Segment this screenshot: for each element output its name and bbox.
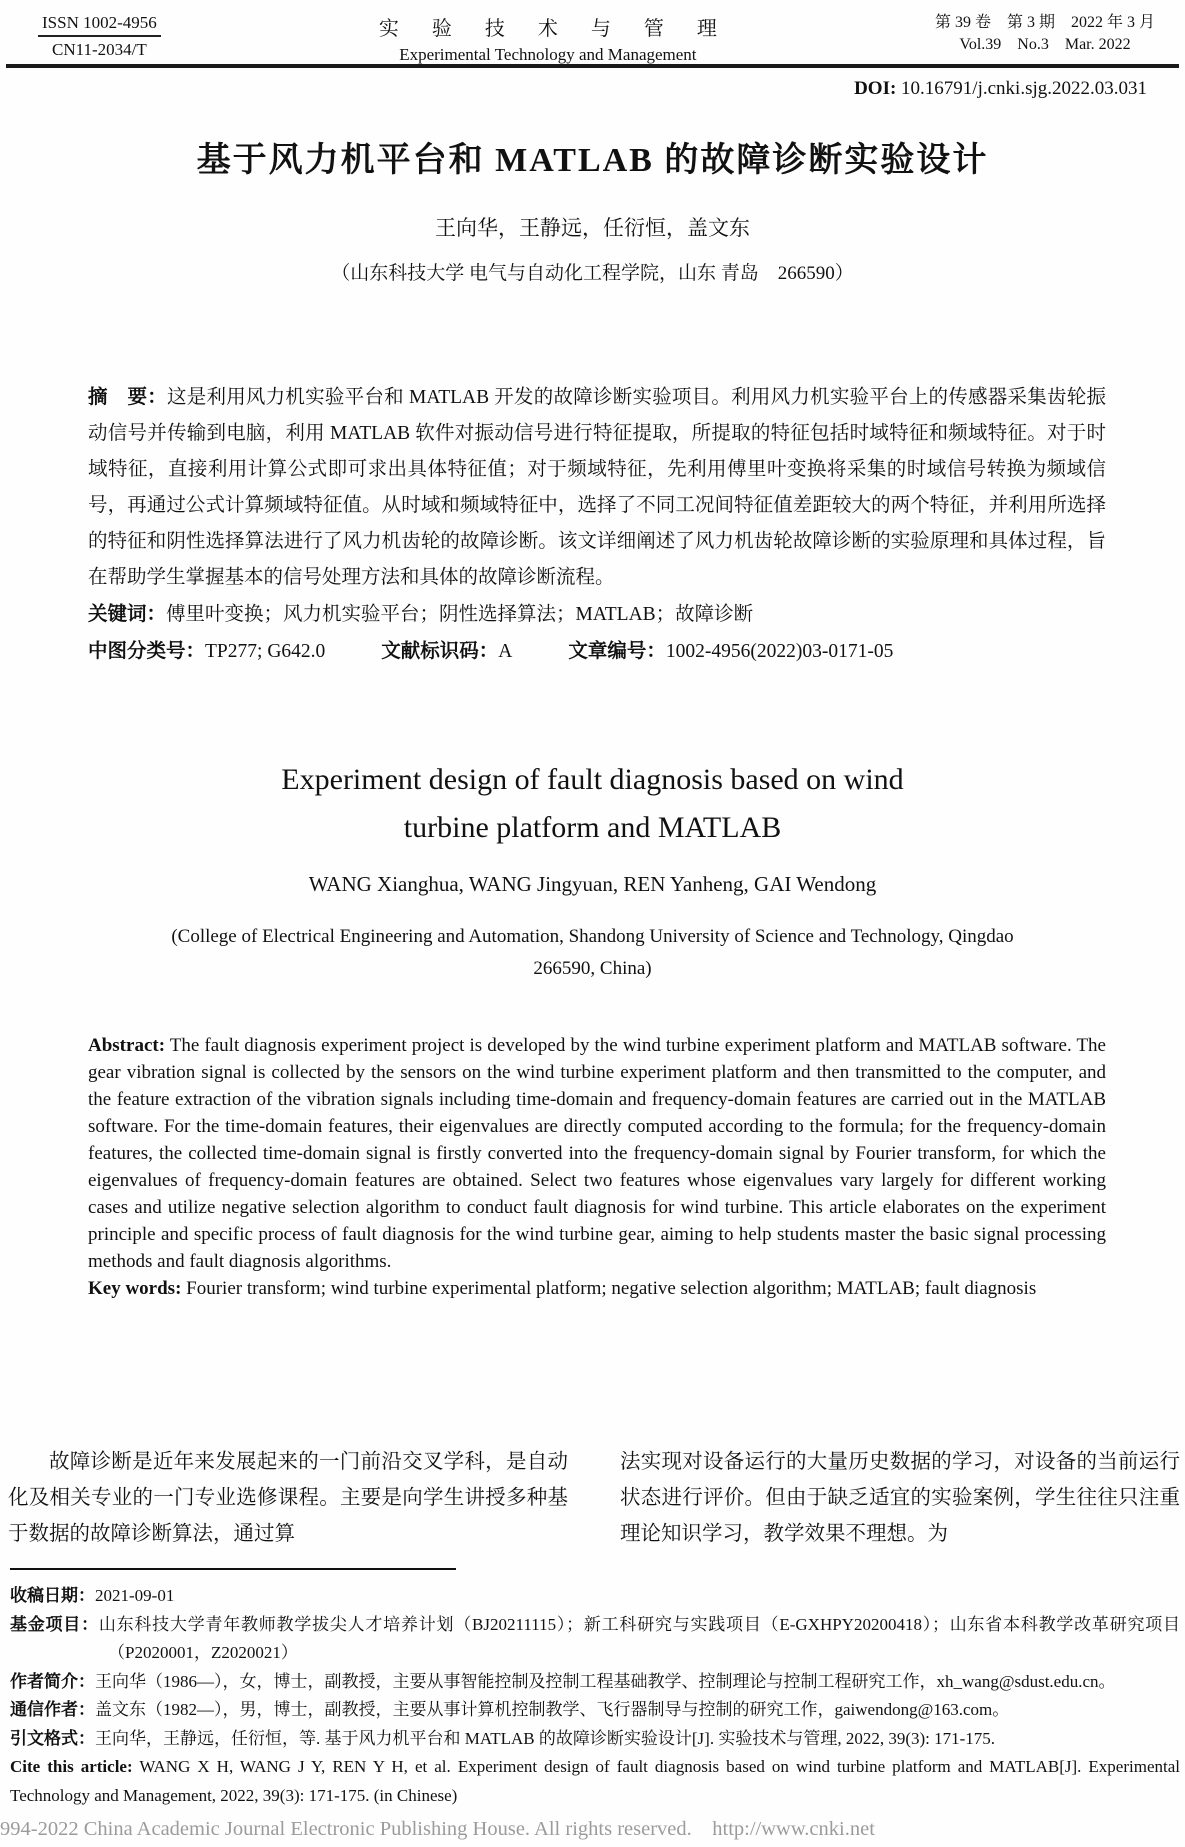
body-left-column	[8, 1444, 568, 1552]
affiliation-english: (College of Electrical Engineering and Automation, Shandong University of Science and Technology, Qingdao 266590, China)	[171, 926, 1014, 979]
journal-name-chinese: 实 验 技 术 与 管 理	[378, 18, 731, 40]
body-right-column	[620, 1444, 1180, 1552]
footnote-text: 山东科技大学青年教师教学拔尖人才培养计划（BJ20211115）；新工科研究与实践项目（E-GXHPY20200418）；山东省本科教学改革研究项目（P2020001，Z2020021）	[98, 1614, 1181, 1662]
doi-line	[854, 78, 1147, 100]
title-english-line2: turbine platform and MATLAB	[403, 811, 782, 844]
footnote-received-date	[10, 1582, 1180, 1611]
footnote-label: Cite this article:	[10, 1757, 133, 1776]
copyright-line: 994-2022 China Academic Journal Electronic Publishing House. All rights reserved. http://www.cnki.net	[0, 1818, 875, 1840]
body-left-paragraph: 故障诊断是近年来发展起来的一门前沿交叉学科，是自动化及相关专业的一门专业选修课程。主要是向学生讲授多种基于数据的故障诊断算法，通过算	[8, 1451, 568, 1545]
body-right-paragraph: 法实现对设备运行的大量历史数据的学习，对设备的当前运行状态进行评价。但由于缺乏适宜的实验案例，学生往往只注重理论知识学习，教学效果不理想。为	[620, 1451, 1180, 1545]
title-english	[0, 756, 1185, 852]
footnote-label: 收稿日期：	[10, 1586, 95, 1605]
affiliation-chinese: （山东科技大学 电气与自动化工程学院，山东 青岛 266590）	[331, 263, 854, 284]
clc-label: 中图分类号：	[88, 640, 206, 662]
abstract-english	[88, 1032, 1106, 1275]
clc-value: TP277; G642.0	[205, 641, 326, 662]
abstract-label-chinese: 摘 要：	[88, 386, 167, 408]
article-no-value: 1002-4956(2022)03-0171-05	[665, 641, 894, 662]
clc-item	[88, 633, 325, 670]
footnotes-block	[10, 1582, 1180, 1810]
footnote-label: 基金项目：	[10, 1614, 99, 1634]
abstract-block-chinese	[88, 379, 1106, 670]
footnote-funding	[10, 1611, 1180, 1668]
doc-code-value: A	[498, 641, 513, 662]
footnote-label: 作者简介：	[10, 1671, 95, 1691]
issn-number: ISSN 1002-4956	[38, 12, 161, 37]
abstract-block-english	[88, 1032, 1106, 1302]
authors-english: WANG Xianghua, WANG Jingyuan, REN Yanheng, GAI Wendong	[308, 872, 877, 896]
issue-info-block	[935, 12, 1155, 56]
footnote-text: 王向华（1986—），女，博士，副教授，主要从事智能控制及控制工程基础教学、控制理论与控制工程研究工作，xh_wang@sdust.edu.cn。	[95, 1671, 1116, 1691]
abstract-text-chinese: 这是利用风力机实验平台和 MATLAB 开发的故障诊断实验项目。利用风力机实验平台上的传感器采集齿轮振动信号并传输到电脑，利用 MATLAB 软件对振动信号进行特征提取，所提取的特征包括时域特征和频域特征。对于时域特征，直接利用计算公式即可求出具体特征值；对于频域特征，先利用傅里叶变换将采集的时域信号转换为频域信号，再通过公式计算频域特征值。从时域和频域特征中，选择了不同工况间特征值差距较大的两个特征，并利用所选择的特征和阴性选择算法进行了风力机齿轮的故障诊断。该文详细阐述了风力机齿轮故障诊断的实验原理和具体过程，旨在帮助学生掌握基本的信号处理方法和具体的故障诊断流程。	[88, 387, 1106, 588]
classification-line	[88, 633, 1106, 670]
footnote-corresponding-author	[10, 1696, 1180, 1725]
journal-name-block	[365, 12, 731, 65]
doi-value: 10.16791/j.cnki.sjg.2022.03.031	[901, 78, 1147, 99]
footnote-text: 2021-09-01	[95, 1586, 175, 1605]
keywords-chinese	[88, 596, 1106, 633]
keywords-label-chinese: 关键词：	[88, 603, 167, 625]
footnote-label: 通信作者：	[10, 1700, 95, 1719]
header-divider	[6, 64, 1179, 68]
page-header	[38, 12, 1155, 65]
doc-code-item	[381, 633, 512, 670]
cn-number: CN11-2034/T	[52, 40, 147, 59]
doc-code-label: 文献标识码：	[381, 640, 499, 662]
article-no-label: 文章编号：	[568, 640, 666, 662]
issn-block	[38, 12, 161, 60]
keywords-text-chinese: 傅里叶变换；风力机实验平台；阴性选择算法；MATLAB；故障诊断	[166, 604, 754, 625]
issue-info-english: Vol.39 No.3 Mar. 2022	[959, 36, 1131, 53]
authors-chinese: 王向华，王静远，任衍恒，盖文东	[435, 216, 750, 240]
footnote-text: WANG X H, WANG J Y, REN Y H, et al. Experiment design of fault diagnosis based on wind turbine platform and MATLAB[J]. Experimental Technology and Management, 2022, 39(3): 171-175. (in Chinese)	[10, 1757, 1180, 1805]
footnote-citation-chinese	[10, 1725, 1180, 1754]
keywords-label-english: Key words:	[88, 1278, 182, 1299]
body-columns	[8, 1444, 1180, 1552]
footnote-citation-english	[10, 1753, 1180, 1810]
footnote-text: 王向华，王静远，任衍恒，等. 基于风力机平台和 MATLAB 的故障诊断实验设计[J]. 实验技术与管理, 2022, 39(3): 171-175.	[95, 1728, 996, 1748]
footnote-label: 引文格式：	[10, 1728, 95, 1748]
abstract-text-english: The fault diagnosis experiment project is developed by the wind turbine experiment platform and MATLAB software. The gear vibration signal is collected by the sensors on the wind turbine experiment platform and then transmitted to the computer, and the feature extraction of the vibration signals including time-domain and frequency-domain features are carried out in the MATLAB software. For the time-domain features, their eigenvalues are directly computed according to the formula; for the frequency-domain features, the collected time-domain signal is firstly converted into the frequency-domain signal by Fourier transform, for which the eigenvalues of frequency-domain features are obtained. Select two features whose eigenvalues vary largely for different working cases and utilize negative selection algorithm to conduct fault diagnosis for wind turbine. This article elaborates on the experiment principle and specific process of fault diagnosis for the wind turbine gear, aiming to help students master the basic signal processing methods and fault diagnosis algorithms.	[88, 1035, 1106, 1272]
title-chinese: 基于风力机平台和 MATLAB 的故障诊断实验设计	[196, 142, 989, 179]
footnote-divider	[10, 1568, 456, 1570]
title-english-line1: Experiment design of fault diagnosis based on wind	[281, 763, 904, 796]
doi-label: DOI:	[854, 78, 897, 99]
footnote-author-bio	[10, 1668, 1180, 1697]
article-no-item	[568, 633, 893, 670]
footnote-text: 盖文东（1982—），男，博士，副教授，主要从事计算机控制教学、飞行器制导与控制的研究工作，gaiwendong@163.com。	[95, 1700, 1010, 1719]
abstract-label-english: Abstract:	[88, 1035, 166, 1056]
issue-info-chinese: 第 39 卷 第 3 期 2022 年 3 月	[934, 14, 1155, 31]
keywords-english	[88, 1275, 1106, 1302]
abstract-chinese	[88, 379, 1106, 596]
keywords-text-english: Fourier transform; wind turbine experimental platform; negative selection algorithm; MATLAB; fault diagnosis	[186, 1278, 1037, 1299]
journal-name-english: Experimental Technology and Management	[399, 45, 697, 64]
